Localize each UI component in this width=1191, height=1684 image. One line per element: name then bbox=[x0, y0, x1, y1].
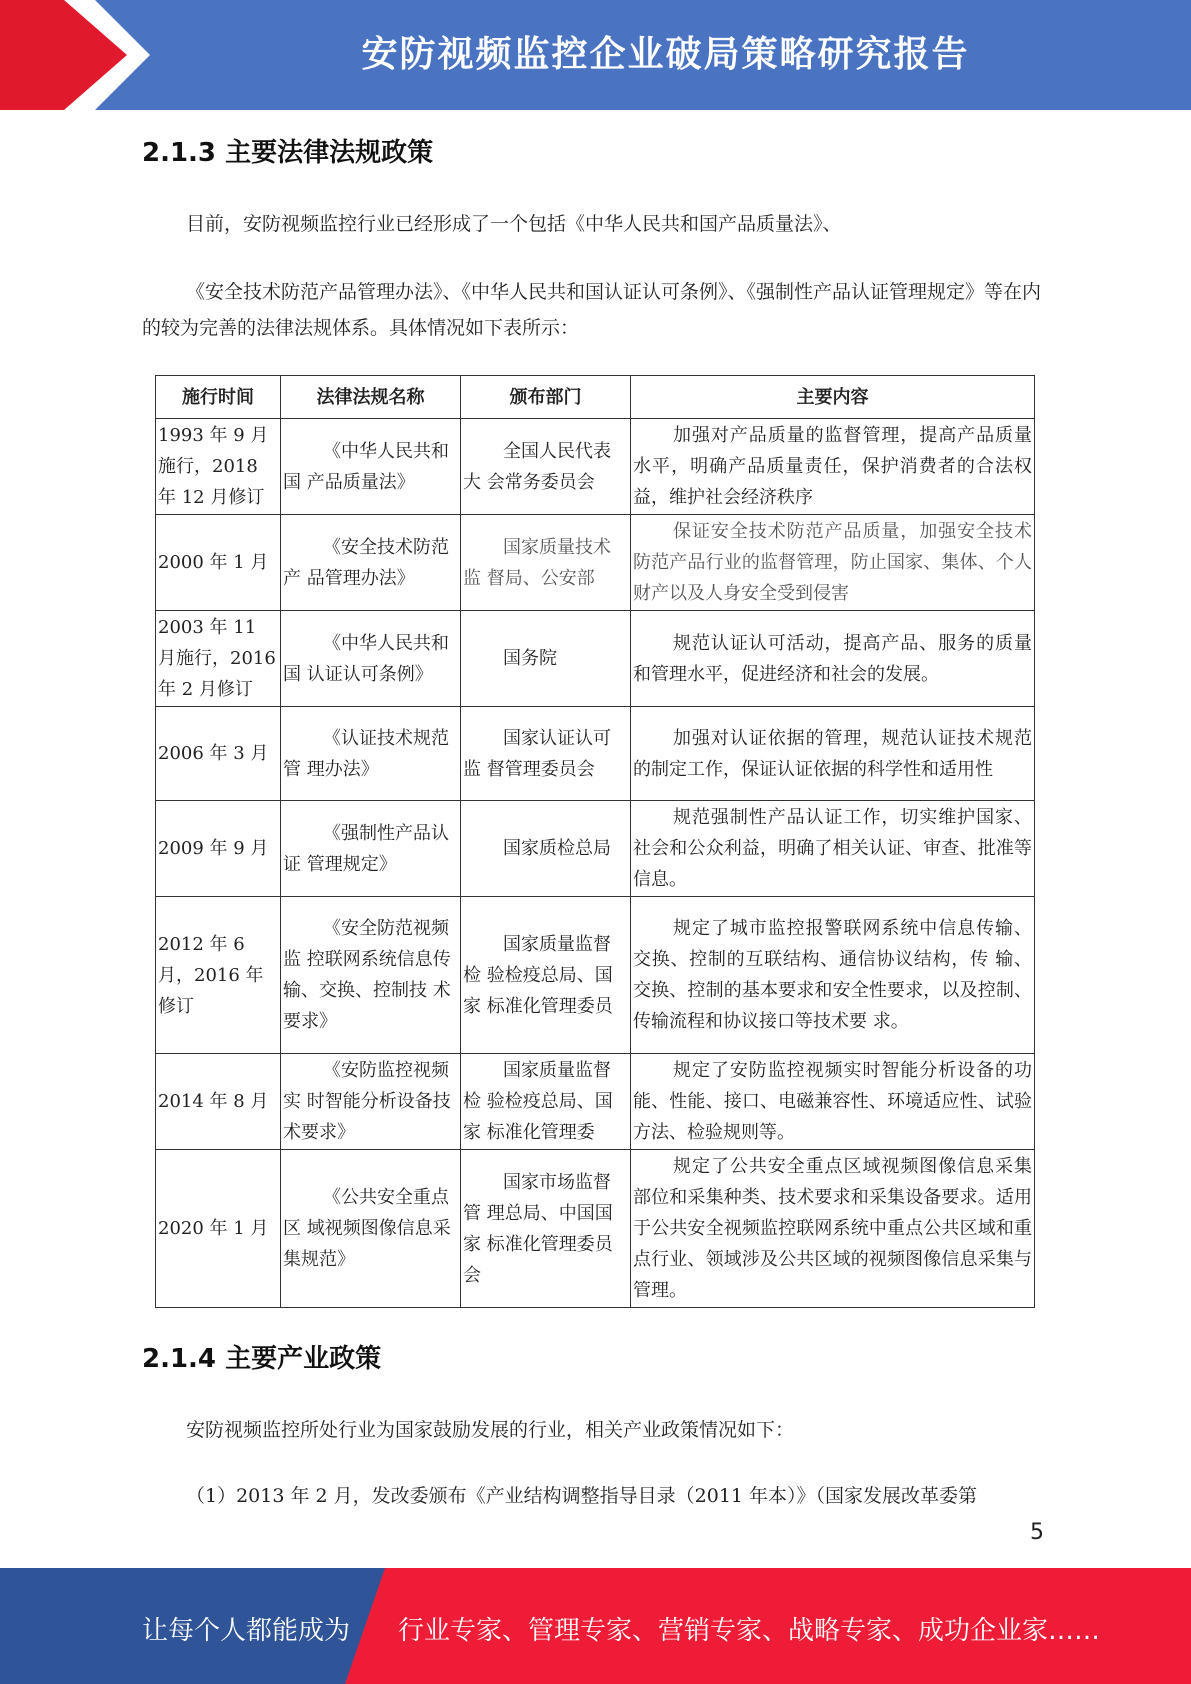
footer-slogan-left: 让每个人都能成为 bbox=[142, 1616, 351, 1646]
cell-dept: 国家质量监督检 验检疫总局、国家 标准化管理委 bbox=[461, 1054, 631, 1150]
table-row bbox=[156, 801, 1035, 897]
section-heading-laws: 2.1.3 主要法律法规政策 bbox=[142, 138, 434, 168]
cell-name: 《安防监控视频实 时智能分析设备技 术要求》 bbox=[281, 1054, 461, 1150]
laws-intro-paragraph-1: 目前，安防视频监控行业已经形成了一个包括《中华人民共和国产品质量法》、 bbox=[186, 213, 842, 235]
cell-content: 规定了公共安全重点区域视频图像信息采集部位和采集种类、技术要求和采集设备要求。适用于公共安全视频监控联网系统中重点公共区域和重点行业、领域涉及公共区域的视频图像信息采集与管理。 bbox=[631, 1150, 1035, 1308]
cell-dept: 国家市场监督管 理总局、中国国家 标准化管理委员 会 bbox=[461, 1150, 631, 1308]
cell-content: 规范认证认可活动，提高产品、服务的质量 和管理水平，促进经济和社会的发展。 bbox=[631, 611, 1035, 707]
cell-time: 2006 年 3 月 bbox=[156, 707, 281, 801]
cell-time: 1993 年 9 月施行，2018 年 12 月修订 bbox=[156, 419, 281, 515]
header-name: 法律法规名称 bbox=[281, 376, 461, 419]
table-row bbox=[156, 897, 1035, 1054]
cell-time: 2020 年 1 月 bbox=[156, 1150, 281, 1308]
cell-name: 《认证技术规范管 理办法》 bbox=[281, 707, 461, 801]
cell-content: 保证安全技术防范产品质量，加强安全技术 防范产品行业的监督管理，防止国家、集体、个人财产以及人身安全受到侵害 bbox=[631, 515, 1035, 611]
cell-time: 2000 年 1 月 bbox=[156, 515, 281, 611]
header-banner bbox=[0, 0, 1191, 110]
page-number: 5 bbox=[1030, 1520, 1044, 1545]
cell-content: 规定了安防监控视频实时智能分析设备的功能、性能、接口、电磁兼容性、环境适应性、试验方法、检验规则等。 bbox=[631, 1054, 1035, 1150]
header-dept: 颁布部门 bbox=[461, 376, 631, 419]
cell-dept: 国家质量技术监 督局、公安部 bbox=[461, 515, 631, 611]
header-time: 施行时间 bbox=[156, 376, 281, 419]
table-header-row bbox=[156, 376, 1035, 419]
cell-dept: 国家质量监督检 验检疫总局、国家 标准化管理委员 bbox=[461, 897, 631, 1054]
cell-dept: 国家质检总局 bbox=[461, 801, 631, 897]
report-title: 安防视频监控企业破局策略研究报告 bbox=[361, 34, 970, 75]
laws-table bbox=[155, 375, 1035, 1308]
table-row bbox=[156, 1150, 1035, 1308]
table-row bbox=[156, 611, 1035, 707]
header-content: 主要内容 bbox=[631, 376, 1035, 419]
cell-name: 《公共安全重点区 域视频图像信息采 集规范》 bbox=[281, 1150, 461, 1308]
header-arrow-decoration bbox=[0, 0, 150, 110]
cell-content: 加强对产品质量的监督管理，提高产品质量 水平，明确产品质量责任，保护消费者的合法权益，维护社会经济秩序 bbox=[631, 419, 1035, 515]
cell-time: 2014 年 8 月 bbox=[156, 1054, 281, 1150]
cell-name: 《中华人民共和国 认证认可条例》 bbox=[281, 611, 461, 707]
cell-content: 加强对认证依据的管理，规范认证技术规范 的制定工作，保证认证依据的科学性和适用性 bbox=[631, 707, 1035, 801]
cell-time: 2003 年 11 月施行，2016 年 2 月修订 bbox=[156, 611, 281, 707]
cell-dept: 国家认证认可监 督管理委员会 bbox=[461, 707, 631, 801]
industry-policy-paragraph-1: 安防视频监控所处行业为国家鼓励发展的行业，相关产业政策情况如下： bbox=[186, 1419, 795, 1441]
cell-time: 2012 年 6 月，2016 年修订 bbox=[156, 897, 281, 1054]
cell-name: 《强制性产品认证 管理规定》 bbox=[281, 801, 461, 897]
table-row bbox=[156, 515, 1035, 611]
cell-content: 规范强制性产品认证工作，切实维护国家、社会和公众利益，明确了相关认证、审查、批准等信息。 bbox=[631, 801, 1035, 897]
cell-time: 2009 年 9 月 bbox=[156, 801, 281, 897]
cell-name: 《安全防范视频监 控联网系统信息传 输、交换、控制技 术要求》 bbox=[281, 897, 461, 1054]
cell-dept: 全国人民代表大 会常务委员会 bbox=[461, 419, 631, 515]
industry-policy-paragraph-2: （1）2013 年 2 月，发改委颁布《产业结构调整指导目录（2011 年本）》（国家发展改革委第 bbox=[186, 1485, 978, 1507]
footer-slogan-right: 行业专家、管理专家、营销专家、战略专家、成功企业家…… bbox=[398, 1616, 1101, 1646]
table-row bbox=[156, 1054, 1035, 1150]
cell-dept: 国务院 bbox=[461, 611, 631, 707]
laws-intro-paragraph-2: 《安全技术防范产品管理办法》、《中华人民共和国认证认可条例》、《强制性产品认证管理规定》等在内的较为完善的法律法规体系。具体情况如下表所示： bbox=[142, 281, 1042, 339]
cell-name: 《中华人民共和国 产品质量法》 bbox=[281, 419, 461, 515]
cell-name: 《安全技术防范产 品管理办法》 bbox=[281, 515, 461, 611]
table-row bbox=[156, 419, 1035, 515]
section-heading-industry-policy: 2.1.4 主要产业政策 bbox=[142, 1344, 382, 1374]
cell-content: 规定了城市监控报警联网系统中信息传输、 交换、控制的互联结构、通信协议结构，传 输、交换、控制的基本要求和安全性要求，以及控制、传输流程和协议接口等技术要 求。 bbox=[631, 897, 1035, 1054]
table-row bbox=[156, 707, 1035, 801]
